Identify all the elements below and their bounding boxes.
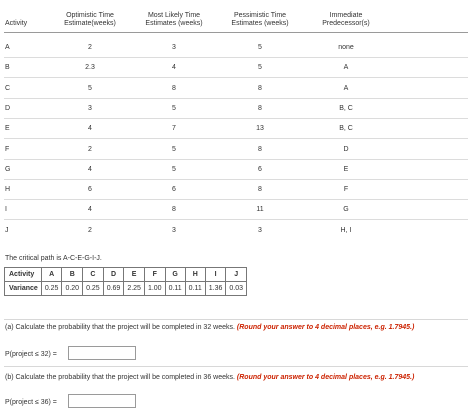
header-most-likely: Most Likely Time Estimates (weeks) — [145, 12, 203, 27]
cell-optimistic: 5 — [88, 84, 92, 92]
variance-activity-cell: H — [185, 268, 205, 282]
variance-value-cell: 1.00 — [144, 282, 165, 296]
cell-pessimistic: 11 — [256, 206, 264, 214]
cell-most-likely: 3 — [172, 226, 176, 234]
cell-optimistic: 2 — [88, 44, 92, 51]
variance-activity-cell: A — [41, 268, 62, 282]
variance-value-cell: 1.36 — [205, 282, 226, 296]
cell-optimistic: 4 — [88, 125, 92, 133]
cell-activity: E — [5, 125, 10, 133]
variance-row-label-activity: Activity — [5, 268, 42, 282]
cell-predecessors: none — [338, 44, 354, 51]
header-rule — [4, 32, 468, 33]
cell-predecessors: B, C — [339, 125, 353, 133]
part-a-hint: (Round your answer to 4 decimal places, e.g. 1.7945.) — [236, 324, 415, 331]
cell-most-likely: 8 — [172, 84, 176, 92]
cell-most-likely: 7 — [172, 125, 176, 133]
section-divider-b — [4, 366, 468, 367]
variance-value-cell: 0.11 — [165, 282, 185, 296]
variance-activity-cell: J — [226, 268, 247, 282]
cell-activity: G — [5, 165, 11, 173]
cell-most-likely: 5 — [172, 104, 176, 112]
cell-pessimistic: 6 — [258, 165, 262, 173]
cell-predecessors: A — [343, 84, 349, 92]
part-b-answer-input[interactable] — [68, 394, 136, 408]
part-b-question-text: (b) Calculate the probability that the project will be completed in 36 weeks. — [5, 374, 235, 381]
variance-row-label-variance: Variance — [5, 282, 42, 296]
cell-predecessors: F — [343, 186, 349, 194]
cell-optimistic: 6 — [88, 186, 92, 194]
variance-value-cell: 0.11 — [185, 282, 205, 296]
cell-pessimistic: 8 — [258, 145, 262, 153]
part-b-label: P(project ≤ 36) = — [5, 399, 57, 406]
part-a-answer-input[interactable] — [68, 346, 136, 360]
cell-pessimistic: 13 — [256, 125, 264, 133]
row-divider — [4, 138, 468, 139]
cell-predecessors: D — [343, 145, 349, 153]
cell-optimistic: 2 — [88, 145, 92, 153]
cell-optimistic: 4 — [88, 206, 92, 214]
row-divider — [4, 118, 468, 119]
cell-pessimistic: 8 — [258, 186, 262, 194]
row-divider — [4, 219, 468, 220]
cell-activity: D — [5, 104, 11, 112]
cell-pessimistic: 5 — [258, 64, 262, 72]
cell-activity: C — [5, 84, 11, 92]
cell-most-likely: 5 — [172, 145, 176, 153]
part-a-question — [5, 324, 414, 331]
variance-table — [4, 267, 247, 296]
header-activity: Activity — [5, 20, 28, 27]
variance-value-cell: 0.20 — [62, 282, 83, 296]
cell-most-likely: 6 — [172, 186, 176, 194]
header-pessimistic: Pessimistic Time Estimates (weeks) — [231, 12, 289, 27]
cell-optimistic: 2 — [88, 226, 92, 234]
header-optimistic: Optimistic Time Estimate(weeks) — [64, 12, 116, 27]
cell-most-likely: 4 — [172, 64, 176, 72]
variance-activity-cell: B — [62, 268, 83, 282]
part-b-question — [5, 374, 414, 381]
row-divider — [4, 98, 468, 99]
variance-value-cell: 0.03 — [226, 282, 247, 296]
variance-activity-cell: E — [124, 268, 145, 282]
variance-value-cell: 0.25 — [83, 282, 104, 296]
variance-activity-cell: D — [103, 268, 124, 282]
cell-most-likely: 8 — [172, 206, 176, 214]
row-divider — [4, 179, 468, 180]
cell-pessimistic: 3 — [258, 226, 262, 234]
cell-activity: J — [5, 226, 9, 234]
variance-activity-cell: F — [144, 268, 165, 282]
row-divider — [4, 57, 468, 58]
variance-value-cell: 2.25 — [124, 282, 145, 296]
row-divider — [4, 159, 468, 160]
part-a-label: P(project ≤ 32) = — [5, 351, 57, 358]
cell-activity: A — [5, 44, 10, 51]
cell-optimistic: 4 — [88, 165, 92, 173]
cell-pessimistic: 5 — [258, 44, 262, 51]
part-b-hint: (Round your answer to 4 decimal places, e.g. 1.7945.) — [236, 374, 415, 381]
cell-predecessors: E — [343, 165, 349, 173]
cell-activity: B — [5, 64, 10, 72]
variance-value-cell: 0.25 — [41, 282, 62, 296]
cell-optimistic: 2.3 — [85, 64, 95, 72]
cell-pessimistic: 8 — [258, 104, 262, 112]
row-divider — [4, 199, 468, 200]
section-divider-a — [4, 319, 468, 320]
cell-predecessors: G — [343, 206, 349, 214]
header-predecessors: Immediate Predecessor(s) — [322, 12, 370, 27]
variance-activity-cell: G — [165, 268, 185, 282]
cell-predecessors: A — [343, 64, 349, 72]
cell-optimistic: 3 — [88, 104, 92, 112]
cell-most-likely: 3 — [172, 44, 176, 51]
cell-activity: H — [5, 186, 11, 194]
cell-predecessors: H, I — [340, 226, 352, 234]
variance-activity-cell: C — [83, 268, 104, 282]
part-a-question-text: (a) Calculate the probability that the project will be completed in 32 weeks. — [5, 324, 235, 331]
variance-activity-cell: I — [205, 268, 226, 282]
cell-pessimistic: 8 — [258, 84, 262, 92]
cell-most-likely: 5 — [172, 165, 176, 173]
critical-path-text: The critical path is A-C-E-G-I-J. — [5, 255, 102, 262]
row-divider — [4, 77, 468, 78]
cell-activity: I — [5, 206, 7, 214]
variance-value-cell: 0.69 — [103, 282, 124, 296]
cell-predecessors: B, C — [339, 104, 353, 112]
cell-activity: F — [5, 145, 10, 153]
